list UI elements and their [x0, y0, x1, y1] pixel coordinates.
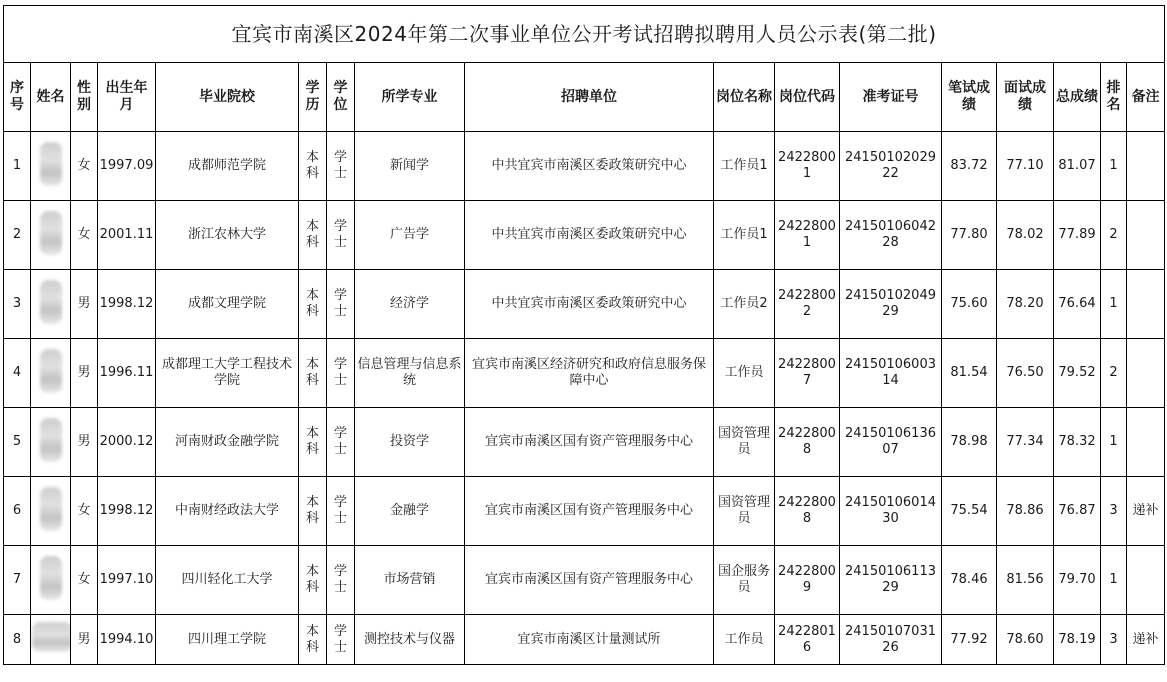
cell-no: 2 — [4, 201, 31, 270]
cell-unit: 宜宾市南溪区计量测试所 — [465, 615, 714, 665]
cell-written: 77.80 — [942, 201, 997, 270]
announcement-table — [3, 5, 1165, 665]
cell-code: 24228001 — [775, 201, 840, 270]
cell-code: 24228016 — [775, 615, 840, 665]
header-gender: 性别 — [71, 63, 98, 132]
cell-interview: 78.60 — [997, 615, 1054, 665]
cell-total: 79.52 — [1054, 339, 1101, 408]
cell-total: 79.70 — [1054, 546, 1101, 615]
cell-remark — [1127, 408, 1165, 477]
cell-code: 24228002 — [775, 270, 840, 339]
cell-exam-no: 2415010202922 — [840, 132, 942, 201]
redacted-name-blur — [32, 622, 71, 652]
header-total: 总成绩 — [1054, 63, 1101, 132]
cell-major: 广告学 — [355, 201, 465, 270]
cell-name-redacted — [31, 546, 71, 615]
cell-exam-no: 2415010604228 — [840, 201, 942, 270]
announcement-table-frame — [3, 5, 1164, 674]
cell-position: 工作员 — [714, 339, 775, 408]
cell-remark — [1127, 132, 1165, 201]
table-row — [4, 270, 1165, 339]
cell-remark — [1127, 546, 1165, 615]
cell-no: 4 — [4, 339, 31, 408]
cell-education: 本科 — [299, 339, 327, 408]
cell-gender: 男 — [71, 270, 98, 339]
cell-education: 本科 — [299, 270, 327, 339]
header-interview: 面试成绩 — [997, 63, 1054, 132]
cell-birth: 1998.12 — [98, 477, 156, 546]
cell-education: 本科 — [299, 201, 327, 270]
cell-position: 工作员1 — [714, 132, 775, 201]
cell-birth: 1997.10 — [98, 546, 156, 615]
cell-rank: 1 — [1101, 270, 1127, 339]
header-degree: 学位 — [327, 63, 355, 132]
cell-written: 83.72 — [942, 132, 997, 201]
cell-name-redacted — [31, 201, 71, 270]
cell-position: 工作员1 — [714, 201, 775, 270]
header-rank: 排名 — [1101, 63, 1127, 132]
cell-unit: 宜宾市南溪区国有资产管理服务中心 — [465, 546, 714, 615]
cell-total: 81.07 — [1054, 132, 1101, 201]
cell-school: 四川理工学院 — [156, 615, 299, 665]
cell-interview: 77.34 — [997, 408, 1054, 477]
cell-gender: 男 — [71, 615, 98, 665]
cell-name-redacted — [31, 615, 71, 665]
cell-rank: 2 — [1101, 201, 1127, 270]
cell-gender: 女 — [71, 132, 98, 201]
cell-exam-no: 2415010600314 — [840, 339, 942, 408]
cell-degree: 学士 — [327, 408, 355, 477]
table-title: 宜宾市南溪区2024年第二次事业单位公开考试招聘拟聘用人员公示表(第二批) — [4, 6, 1165, 63]
cell-position: 工作员2 — [714, 270, 775, 339]
cell-written: 75.60 — [942, 270, 997, 339]
cell-degree: 学士 — [327, 477, 355, 546]
table-row — [4, 615, 1165, 665]
cell-degree: 学士 — [327, 270, 355, 339]
cell-exam-no: 2415010613607 — [840, 408, 942, 477]
cell-name-redacted — [31, 477, 71, 546]
cell-exam-no: 2415010204929 — [840, 270, 942, 339]
cell-position: 工作员 — [714, 615, 775, 665]
table-row — [4, 201, 1165, 270]
cell-rank: 2 — [1101, 339, 1127, 408]
table-row — [4, 339, 1165, 408]
cell-school: 浙江农林大学 — [156, 201, 299, 270]
cell-school: 四川轻化工大学 — [156, 546, 299, 615]
cell-birth: 1998.12 — [98, 270, 156, 339]
cell-education: 本科 — [299, 546, 327, 615]
cell-gender: 男 — [71, 339, 98, 408]
cell-written: 77.92 — [942, 615, 997, 665]
cell-major: 测控技术与仪器 — [355, 615, 465, 665]
cell-degree: 学士 — [327, 546, 355, 615]
cell-remark — [1127, 201, 1165, 270]
cell-code: 24228007 — [775, 339, 840, 408]
redacted-name-blur — [40, 556, 62, 600]
cell-gender: 女 — [71, 546, 98, 615]
cell-code: 24228008 — [775, 477, 840, 546]
header-position: 岗位名称 — [714, 63, 775, 132]
header-no: 序号 — [4, 63, 31, 132]
cell-major: 市场营销 — [355, 546, 465, 615]
cell-interview: 76.50 — [997, 339, 1054, 408]
cell-unit: 宜宾市南溪区国有资产管理服务中心 — [465, 408, 714, 477]
cell-exam-no: 2415010611329 — [840, 546, 942, 615]
cell-school: 成都文理学院 — [156, 270, 299, 339]
cell-degree: 学士 — [327, 339, 355, 408]
cell-major: 经济学 — [355, 270, 465, 339]
cell-no: 6 — [4, 477, 31, 546]
cell-degree: 学士 — [327, 132, 355, 201]
cell-total: 78.32 — [1054, 408, 1101, 477]
header-birth: 出生年月 — [98, 63, 156, 132]
cell-education: 本科 — [299, 132, 327, 201]
cell-interview: 78.86 — [997, 477, 1054, 546]
redacted-name-blur — [40, 280, 62, 324]
header-school: 毕业院校 — [156, 63, 299, 132]
cell-unit: 宜宾市南溪区经济研究和政府信息服务保障中心 — [465, 339, 714, 408]
cell-no: 5 — [4, 408, 31, 477]
cell-birth: 1997.09 — [98, 132, 156, 201]
header-name: 姓名 — [31, 63, 71, 132]
cell-education: 本科 — [299, 408, 327, 477]
header-row — [4, 63, 1165, 132]
cell-major: 新闻学 — [355, 132, 465, 201]
cell-interview: 78.20 — [997, 270, 1054, 339]
table-row — [4, 546, 1165, 615]
cell-school: 河南财政金融学院 — [156, 408, 299, 477]
cell-interview: 81.56 — [997, 546, 1054, 615]
redacted-name-blur — [40, 487, 62, 531]
cell-rank: 3 — [1101, 615, 1127, 665]
table-row — [4, 132, 1165, 201]
cell-birth: 2001.11 — [98, 201, 156, 270]
cell-code: 24228001 — [775, 132, 840, 201]
header-code: 岗位代码 — [775, 63, 840, 132]
cell-rank: 1 — [1101, 546, 1127, 615]
table-row — [4, 408, 1165, 477]
cell-rank: 1 — [1101, 132, 1127, 201]
cell-school: 成都理工大学工程技术学院 — [156, 339, 299, 408]
cell-remark: 递补 — [1127, 615, 1165, 665]
header-major: 所学专业 — [355, 63, 465, 132]
redacted-name-blur — [40, 142, 62, 186]
cell-total: 78.19 — [1054, 615, 1101, 665]
cell-major: 金融学 — [355, 477, 465, 546]
cell-rank: 3 — [1101, 477, 1127, 546]
cell-name-redacted — [31, 132, 71, 201]
header-written: 笔试成绩 — [942, 63, 997, 132]
cell-school: 成都师范学院 — [156, 132, 299, 201]
cell-major: 投资学 — [355, 408, 465, 477]
cell-exam-no: 2415010703126 — [840, 615, 942, 665]
cell-written: 78.98 — [942, 408, 997, 477]
header-exam-no: 准考证号 — [840, 63, 942, 132]
cell-interview: 77.10 — [997, 132, 1054, 201]
cell-written: 81.54 — [942, 339, 997, 408]
cell-unit: 中共宜宾市南溪区委政策研究中心 — [465, 132, 714, 201]
cell-remark — [1127, 339, 1165, 408]
redacted-name-blur — [40, 211, 62, 255]
cell-total: 76.87 — [1054, 477, 1101, 546]
cell-code: 24228008 — [775, 408, 840, 477]
cell-education: 本科 — [299, 477, 327, 546]
cell-name-redacted — [31, 408, 71, 477]
cell-code: 24228009 — [775, 546, 840, 615]
redacted-name-blur — [40, 418, 62, 462]
header-unit: 招聘单位 — [465, 63, 714, 132]
cell-major: 信息管理与信息系统 — [355, 339, 465, 408]
cell-gender: 男 — [71, 408, 98, 477]
header-education: 学历 — [299, 63, 327, 132]
cell-interview: 78.02 — [997, 201, 1054, 270]
cell-school: 中南财经政法大学 — [156, 477, 299, 546]
cell-birth: 1994.10 — [98, 615, 156, 665]
cell-degree: 学士 — [327, 615, 355, 665]
cell-unit: 宜宾市南溪区国有资产管理服务中心 — [465, 477, 714, 546]
cell-position: 国资管理员 — [714, 408, 775, 477]
cell-no: 1 — [4, 132, 31, 201]
cell-no: 8 — [4, 615, 31, 665]
redacted-name-blur — [40, 349, 62, 393]
cell-no: 7 — [4, 546, 31, 615]
cell-total: 77.89 — [1054, 201, 1101, 270]
cell-remark: 递补 — [1127, 477, 1165, 546]
cell-exam-no: 2415010601430 — [840, 477, 942, 546]
cell-name-redacted — [31, 339, 71, 408]
cell-written: 75.54 — [942, 477, 997, 546]
cell-birth: 1996.11 — [98, 339, 156, 408]
cell-total: 76.64 — [1054, 270, 1101, 339]
cell-birth: 2000.12 — [98, 408, 156, 477]
cell-education: 本科 — [299, 615, 327, 665]
cell-written: 78.46 — [942, 546, 997, 615]
cell-unit: 中共宜宾市南溪区委政策研究中心 — [465, 201, 714, 270]
cell-gender: 女 — [71, 477, 98, 546]
cell-unit: 中共宜宾市南溪区委政策研究中心 — [465, 270, 714, 339]
header-remark: 备注 — [1127, 63, 1165, 132]
cell-position: 国企服务员 — [714, 546, 775, 615]
cell-degree: 学士 — [327, 201, 355, 270]
cell-gender: 女 — [71, 201, 98, 270]
cell-position: 国资管理员 — [714, 477, 775, 546]
cell-no: 3 — [4, 270, 31, 339]
table-row — [4, 477, 1165, 546]
cell-name-redacted — [31, 270, 71, 339]
cell-remark — [1127, 270, 1165, 339]
cell-rank: 1 — [1101, 408, 1127, 477]
